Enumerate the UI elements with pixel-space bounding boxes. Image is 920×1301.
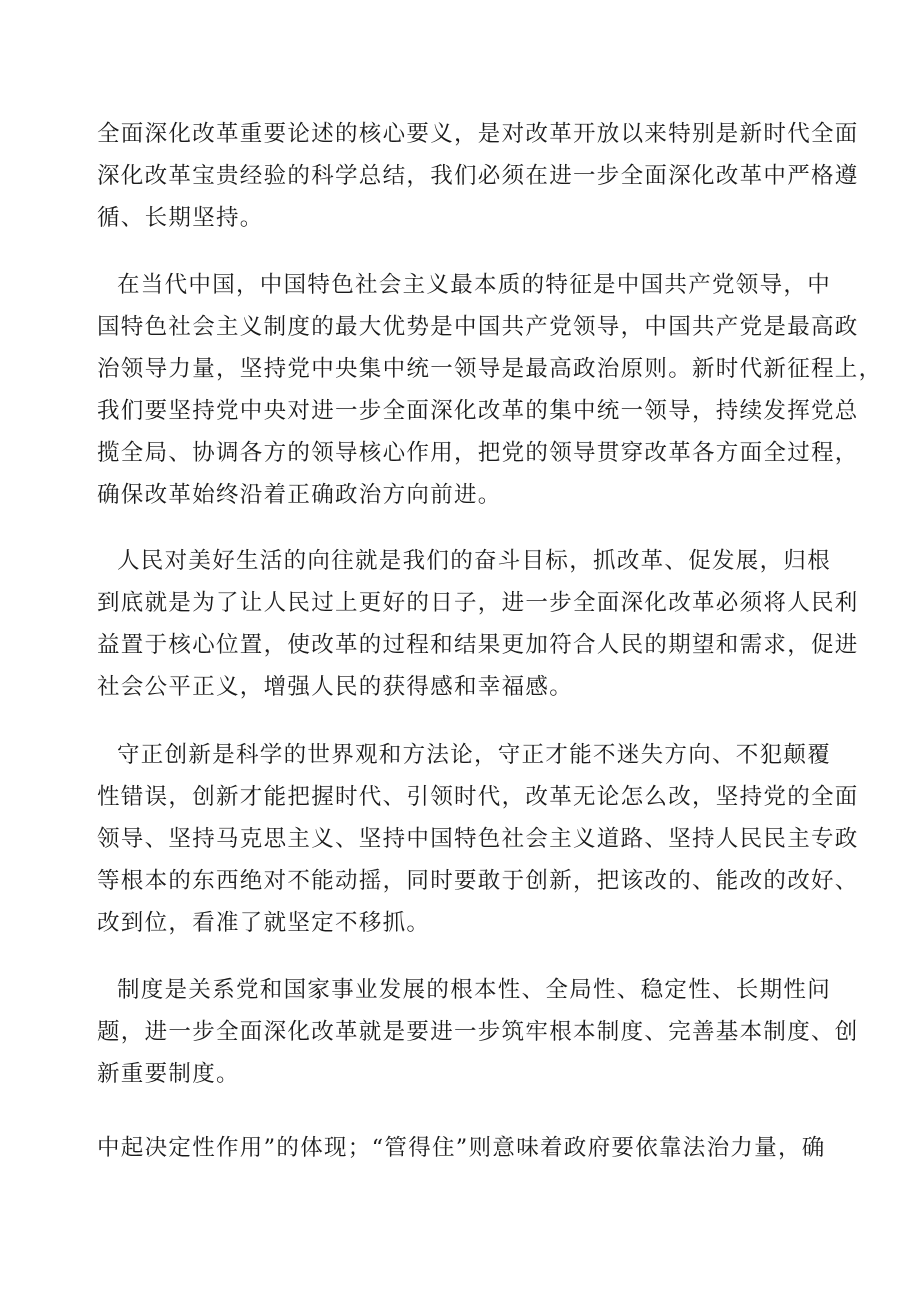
paragraph-5-line-2: 题，进一步全面深化改革就是要进一步筑牢根本制度、完善基本制度、创 — [97, 1019, 859, 1045]
paragraph-2-line-4: 我们要坚持党中央对进一步全面深化改革的集中统一领导，持续发挥党总 — [97, 398, 859, 424]
paragraph-3-line-4: 社会公平正义，增强人民的获得感和幸福感。 — [97, 674, 574, 700]
paragraph-3-line-2: 到底就是为了让人民过上更好的日子，进一步全面深化改革必须将人民利 — [97, 590, 859, 616]
paragraph-2-line-3: 治领导力量，坚持党中央集中统一领导是最高政治原则。新时代新征程上， — [97, 356, 883, 382]
paragraph-1-line-1: 全面深化改革重要论述的核心要义，是对改革开放以来特别是新时代全面 — [97, 121, 859, 147]
paragraph-4-line-1: 守正创新是科学的世界观和方法论，守正才能不迷失方向、不犯颠覆 — [117, 742, 832, 768]
paragraph-4-line-2: 性错误，创新才能把握时代、引领时代，改革无论怎么改，坚持党的全面 — [97, 784, 859, 810]
paragraph-4-line-3: 领导、坚持马克思主义、坚持中国特色社会主义道路、坚持人民民主专政 — [97, 826, 859, 852]
paragraph-2-line-2: 国特色社会主义制度的最大优势是中国共产党领导，中国共产党是最高政 — [97, 314, 859, 340]
paragraph-4-line-5: 改到位，看准了就坚定不移抓。 — [97, 910, 431, 936]
paragraph-5-line-1: 制度是关系党和国家事业发展的根本性、全局性、稳定性、长期性问 — [117, 977, 832, 1003]
paragraph-4-line-4: 等根本的东西绝对不能动摇，同时要敢于创新，把该改的、能改的改好、 — [97, 868, 859, 894]
paragraph-2-line-6: 确保改革始终沿着正确政治方向前进。 — [97, 482, 502, 508]
paragraph-1-line-3: 循、长期坚持。 — [97, 205, 264, 231]
paragraph-6-line-1: 中起决定性作用”的体现；“管得住”则意味着政府要依靠法治力量，确 — [97, 1135, 826, 1161]
paragraph-1-line-2: 深化改革宝贵经验的科学总结，我们必须在进一步全面深化改革中严格遵 — [97, 163, 859, 189]
paragraph-3-line-3: 益置于核心位置，使改革的过程和结果更加符合人民的期望和需求，促进 — [97, 632, 859, 658]
paragraph-5-line-3: 新重要制度。 — [97, 1061, 240, 1087]
paragraph-2-line-5: 揽全局、协调各方的领导核心作用，把党的领导贯穿改革各方面全过程， — [97, 440, 859, 466]
paragraph-3-line-1: 人民对美好生活的向往就是我们的奋斗目标，抓改革、促发展，归根 — [117, 548, 832, 574]
paragraph-2-line-1: 在当代中国，中国特色社会主义最本质的特征是中国共产党领导，中 — [117, 272, 832, 298]
